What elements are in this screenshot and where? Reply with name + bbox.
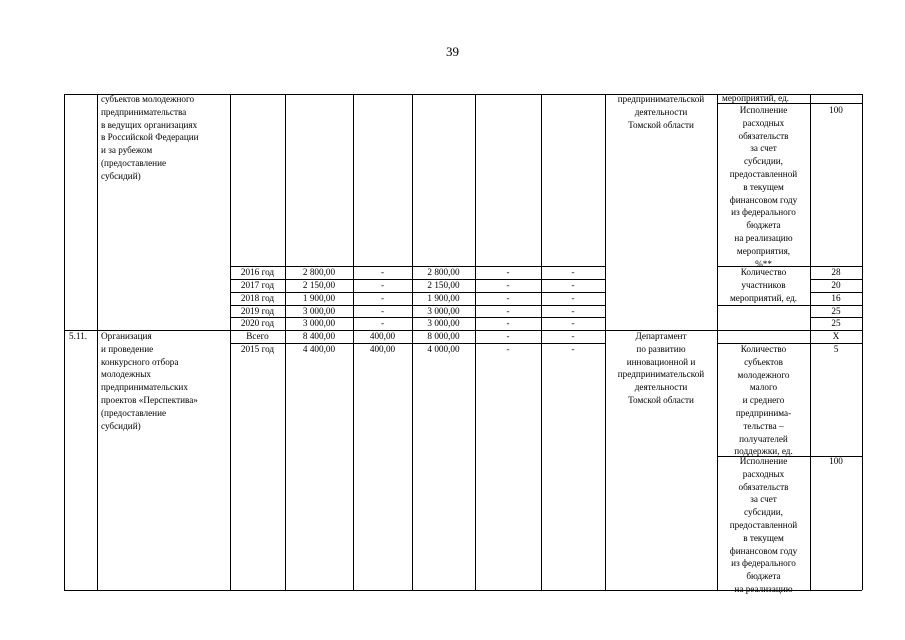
indicator-name: Исполнение расходных обязательств за счет субсидии, предоставленной в текущем финансовом году из федерального бюджета на реализацию: [729, 456, 798, 594]
executor: Департамент по развитию инновационной и предпринимательской деятельности Томской области: [617, 331, 705, 405]
measure-number: 5.11.: [69, 331, 88, 341]
indicator-name: Исполнение расходных обязательств за счет субсидии, предоставленной в текущем финансовом году из федерального бюджета на реализацию мероприятия, %**: [729, 105, 798, 269]
indicator-name: мероприятий, ед.: [722, 93, 790, 103]
indicator-name: Количество участников мероприятий, ед.: [729, 267, 798, 303]
table-border-left: [64, 94, 65, 590]
indicator-name: Количество субъектов молодежного малого и среднего предпринима- тельства – получателей поддержки, ед.: [734, 344, 793, 457]
measure-name: Организация и проведение конкурсного отбора молодежных предпринимательских проектов «Перспектива» (предоставление субсидий): [101, 331, 198, 431]
page-number: 39: [446, 44, 459, 59]
table-col-line: [97, 94, 98, 590]
indicator-value: 100: [829, 456, 843, 466]
measure-name: субъектов молодежного предпринимательства в ведущих организациях в Российской Федерации и за рубежом (предоставление субсидий): [101, 94, 199, 181]
executor: предпринимательской деятельности Томской области: [617, 94, 705, 130]
table-border-right: [862, 94, 863, 590]
indicator-value: 100: [829, 105, 843, 115]
